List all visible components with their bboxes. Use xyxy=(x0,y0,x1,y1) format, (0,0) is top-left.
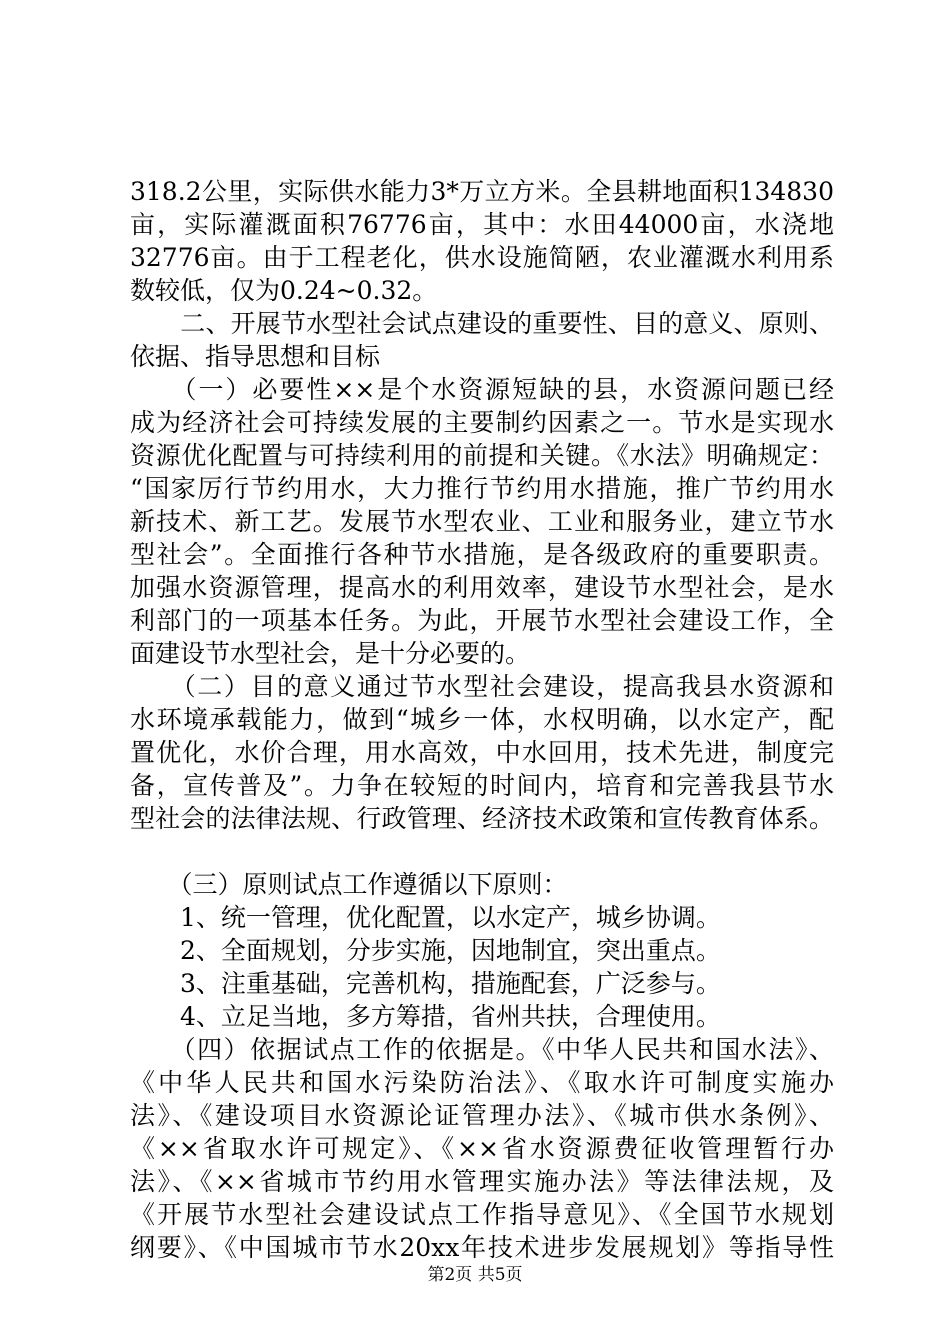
list-item: 4、立足当地，多方筹措，省州共扶，合理使用。 xyxy=(130,1002,721,1031)
text-line: 《开展节水型社会建设试点工作指导意见》、《全国节水规划 xyxy=(130,1200,834,1229)
text-line: 利部门的一项基本任务。为此，开展节水型社会建设工作，全 xyxy=(130,606,834,635)
text-line: 亩，实际灌溉面积76776亩，其中：水田44000亩，水浇地 xyxy=(130,210,834,239)
text-line: 面建设节水型社会，是十分必要的。 xyxy=(130,639,531,668)
text-line: 备，宣传普及”。力争在较短的时间内，培育和完善我县节水 xyxy=(130,771,834,800)
list-item: 3、注重基础，完善机构，措施配套，广泛参与。 xyxy=(130,969,721,998)
text-line: 《××省取水许可规定》、《××省水资源费征收管理暂行办 xyxy=(130,1134,834,1163)
text-line: 置优化，水价合理，用水高效，中水回用，技术先进，制度完 xyxy=(130,738,834,767)
text-line: 数较低，仅为0.24~0.32。 xyxy=(130,276,438,305)
text-line: 318.2公里，实际供水能力3*万立方米。全县耕地面积134830 xyxy=(130,177,834,206)
text-line: 资源优化配置与可持续利用的前提和关键。《水法》明确规定： xyxy=(130,441,834,470)
text-line: 水环境承载能力，做到“城乡一体，水权明确，以水定产，配 xyxy=(130,705,834,734)
text-line: 型社会的法律法规、行政管理、经济技术政策和宣传教育体系。 xyxy=(130,804,834,833)
text-line: 32776亩。由于工程老化，供水设施简陋，农业灌溉水利用系 xyxy=(130,243,834,272)
section-heading: 二、开展节水型社会试点建设的重要性、目的意义、原则、 xyxy=(130,309,834,338)
text-line: 型社会”。全面推行各种节水措施，是各级政府的重要职责。 xyxy=(130,540,834,569)
text-line: （四）依据试点工作的依据是。《中华人民共和国水法》、 xyxy=(130,1035,834,1064)
text-line: 加强水资源管理，提高水的利用效率，建设节水型社会，是水 xyxy=(130,573,834,602)
section-heading: 依据、指导思想和目标 xyxy=(130,342,381,371)
text-line: 法》、《××省城市节约用水管理实施办法》等法律法规，及 xyxy=(130,1167,834,1196)
text-line: 新技术、新工艺。发展节水型农业、工业和服务业，建立节水 xyxy=(130,507,834,536)
text-line: （二）目的意义通过节水型社会建设，提高我县水资源和 xyxy=(130,672,834,701)
text-line: （三）原则试点工作遵循以下原则： xyxy=(130,870,568,899)
text-line: “国家厉行节约用水，大力推行节约用水措施，推广节约用水 xyxy=(130,474,834,503)
text-line: （一）必要性××是个水资源短缺的县，水资源问题已经 xyxy=(130,375,834,404)
list-item: 2、全面规划，分步实施，因地制宜，突出重点。 xyxy=(130,936,721,965)
list-item: 1、统一管理，优化配置，以水定产，城乡协调。 xyxy=(130,903,721,932)
page-number-footer: 第2页 共5页 xyxy=(427,1265,523,1285)
text-line: 成为经济社会可持续发展的主要制约因素之一。节水是实现水 xyxy=(130,408,834,437)
text-line: 纲要》、《中国城市节水20xx年技术进步发展规划》等指导性 xyxy=(130,1233,834,1262)
text-line: 法》、《建设项目水资源论证管理办法》、《城市供水条例》、 xyxy=(130,1101,834,1130)
text-line: 《中华人民共和国水污染防治法》、《取水许可制度实施办 xyxy=(130,1068,834,1097)
